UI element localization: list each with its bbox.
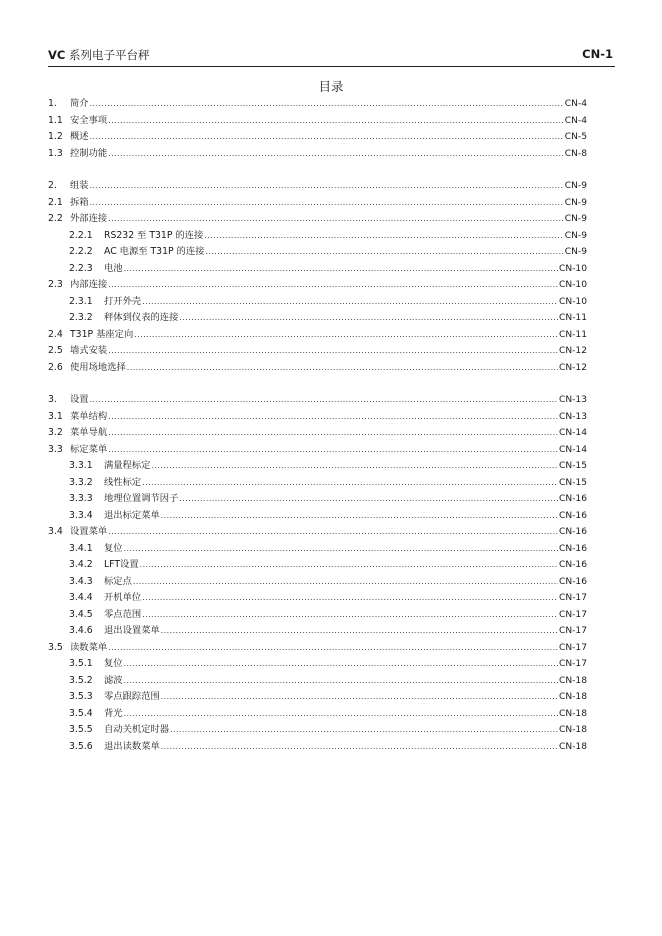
toc-entry-number: 3.3.2 bbox=[69, 476, 93, 488]
toc-entry[interactable] bbox=[48, 113, 587, 130]
toc-entry[interactable] bbox=[48, 491, 587, 508]
toc-entry[interactable] bbox=[48, 195, 587, 212]
toc-entry-number: 3.5.2 bbox=[69, 674, 93, 686]
toc-entry-title: T31P 基座定向 bbox=[70, 328, 134, 340]
toc-entry-title: 退出读数菜单 bbox=[104, 740, 160, 752]
toc-entry[interactable] bbox=[48, 673, 587, 690]
toc-entry-title: 打开外壳 bbox=[104, 295, 142, 307]
toc-entry-title: 滤波 bbox=[104, 674, 123, 686]
toc-entry-title: 菜单结构 bbox=[70, 410, 108, 422]
toc-entry-page: CN-14 bbox=[558, 428, 587, 438]
toc-entry[interactable] bbox=[48, 327, 587, 344]
toc-entry-page: CN-8 bbox=[564, 148, 587, 159]
toc-entry-title: 自动关机定时器 bbox=[104, 724, 170, 735]
toc-entry[interactable] bbox=[48, 129, 587, 146]
toc-dot-leader bbox=[140, 557, 558, 574]
toc-entry[interactable] bbox=[48, 722, 587, 739]
toc-entry-page: CN-10 bbox=[558, 263, 587, 274]
toc-entry-number: 3.5.3 bbox=[69, 691, 93, 702]
toc-entry-page: CN-17 bbox=[558, 626, 587, 636]
toc-dot-leader bbox=[161, 739, 558, 756]
toc-entry-title: 概述 bbox=[70, 131, 89, 142]
toc-entry-number: 2.2 bbox=[48, 213, 63, 224]
toc-entry-number: 2.1 bbox=[48, 196, 63, 208]
toc-dot-leader bbox=[108, 277, 558, 294]
toc-entry-title: 内部连接 bbox=[70, 279, 108, 290]
toc-dot-leader bbox=[142, 590, 558, 607]
toc-entry-page: CN-17 bbox=[558, 593, 587, 603]
toc-entry[interactable] bbox=[48, 458, 587, 475]
toc-entry-page: CN-18 bbox=[558, 725, 587, 735]
toc-entry-page: CN-11 bbox=[558, 313, 587, 323]
toc-entry-title: 秤体到仪表的连接 bbox=[104, 312, 179, 323]
toc-entry-title: 拆箱 bbox=[70, 196, 89, 208]
toc-entry-title: 开机单位 bbox=[104, 592, 142, 603]
toc-entry-title: 菜单导航 bbox=[70, 427, 108, 438]
toc-entry-number: 3. bbox=[48, 394, 57, 405]
table-of-contents bbox=[48, 96, 587, 755]
toc-entry-page: CN-11 bbox=[558, 329, 587, 340]
toc-entry[interactable] bbox=[48, 277, 587, 294]
toc-dot-leader bbox=[108, 425, 558, 442]
page-header bbox=[48, 44, 615, 67]
toc-dot-leader bbox=[152, 458, 558, 475]
toc-entry-title: 设置 bbox=[70, 394, 89, 405]
toc-entry-number: 3.3.4 bbox=[69, 509, 93, 521]
toc-dot-leader bbox=[204, 228, 563, 245]
toc-entry-page: CN-16 bbox=[558, 510, 587, 521]
toc-entry[interactable] bbox=[48, 244, 587, 261]
toc-entry-title: 安全事项 bbox=[70, 114, 108, 126]
toc-entry-number: 3.4 bbox=[48, 526, 63, 537]
toc-entry-page: CN-15 bbox=[558, 461, 587, 471]
toc-dot-leader bbox=[179, 491, 558, 508]
toc-entry-title: 读数菜单 bbox=[70, 641, 108, 653]
toc-entry[interactable] bbox=[48, 475, 587, 492]
toc-entry[interactable] bbox=[48, 96, 587, 113]
toc-entry-number: 2.2.1 bbox=[69, 229, 93, 241]
toc-entry[interactable] bbox=[48, 360, 587, 377]
toc-entry-number: 3.5.1 bbox=[69, 658, 93, 669]
toc-entry[interactable] bbox=[48, 640, 587, 657]
toc-entry-number: 2.5 bbox=[48, 345, 63, 356]
toc-entry-number: 2.3.1 bbox=[69, 295, 93, 307]
toc-entry-number: 3.4.5 bbox=[69, 608, 93, 620]
toc-entry-title: 复位 bbox=[104, 542, 123, 554]
toc-entry-number: 1. bbox=[48, 98, 57, 109]
toc-entry-title: 满量程标定 bbox=[104, 460, 151, 471]
toc-dot-leader bbox=[142, 607, 558, 624]
toc-entry[interactable] bbox=[48, 524, 587, 541]
toc-entry-page: CN-9 bbox=[564, 197, 587, 208]
toc-dot-leader bbox=[108, 409, 558, 426]
toc-dot-leader bbox=[142, 475, 558, 492]
toc-entry-page: CN-12 bbox=[558, 362, 587, 373]
toc-entry-title: 使用场地选择 bbox=[70, 361, 126, 373]
toc-dot-leader bbox=[124, 261, 558, 278]
toc-dot-leader bbox=[161, 689, 558, 706]
toc-entry-page: CN-9 bbox=[564, 181, 587, 191]
toc-entry-number: 2. bbox=[48, 180, 57, 191]
toc-entry-title: 退出设置菜单 bbox=[104, 625, 160, 636]
toc-dot-leader bbox=[108, 146, 564, 163]
toc-entry-page: CN-4 bbox=[564, 115, 587, 126]
toc-entry-title: 标定点 bbox=[104, 575, 132, 587]
toc-dot-leader bbox=[108, 113, 564, 130]
toc-entry-title: RS232 至 T31P 的连接 bbox=[104, 229, 204, 241]
toc-entry-number: 3.4.2 bbox=[69, 559, 93, 570]
toc-dot-leader bbox=[161, 508, 558, 525]
toc-entry-page: CN-15 bbox=[558, 477, 587, 488]
toc-entry[interactable] bbox=[48, 590, 587, 607]
toc-entry-page: CN-16 bbox=[558, 560, 587, 570]
toc-entry-page: CN-10 bbox=[558, 296, 587, 307]
toc-dot-leader bbox=[134, 327, 558, 344]
toc-entry-number: 2.6 bbox=[48, 361, 63, 373]
toc-entry-page: CN-9 bbox=[564, 247, 587, 257]
toc-dot-leader bbox=[108, 640, 558, 657]
toc-entry-title: 线性标定 bbox=[104, 476, 142, 488]
document-title-text: 系列电子平台秤 bbox=[65, 48, 150, 62]
toc-entry-title: 简介 bbox=[70, 98, 89, 109]
toc-entry[interactable] bbox=[48, 310, 587, 327]
toc-entry[interactable] bbox=[48, 442, 587, 459]
toc-dot-leader bbox=[90, 392, 558, 409]
toc-entry-title: 外部连接 bbox=[70, 213, 108, 224]
toc-dot-leader bbox=[127, 360, 558, 377]
toc-entry[interactable] bbox=[48, 392, 587, 409]
toc-entry-title: 标定菜单 bbox=[70, 443, 108, 455]
toc-dot-leader bbox=[90, 96, 564, 113]
toc-dot-leader bbox=[124, 541, 558, 558]
toc-entry-number: 2.4 bbox=[48, 328, 63, 340]
toc-dot-leader bbox=[108, 524, 558, 541]
toc-entry-page: CN-10 bbox=[558, 280, 587, 290]
toc-entry-page: CN-9 bbox=[564, 230, 587, 241]
toc-dot-leader bbox=[142, 294, 558, 311]
toc-entry[interactable] bbox=[48, 425, 587, 442]
toc-dot-leader bbox=[205, 244, 563, 261]
toc-entry-number: 3.3 bbox=[48, 443, 63, 455]
toc-entry-number: 1.1 bbox=[48, 114, 63, 126]
toc-entry-title: AC 电源至 T31P 的连接 bbox=[104, 246, 205, 257]
toc-entry-page: CN-16 bbox=[558, 576, 587, 587]
toc-entry-number: 2.2.3 bbox=[69, 262, 93, 274]
toc-entry-number: 3.4.4 bbox=[69, 592, 93, 603]
toc-entry-page: CN-18 bbox=[558, 692, 587, 702]
toc-entry[interactable] bbox=[48, 228, 587, 245]
toc-entry-number: 3.4.3 bbox=[69, 575, 93, 587]
toc-entry-page: CN-9 bbox=[564, 214, 587, 224]
toc-dot-leader bbox=[108, 343, 558, 360]
toc-entry-title: 复位 bbox=[104, 658, 123, 669]
toc-entry-title: 墙式安装 bbox=[70, 345, 108, 356]
toc-dot-leader bbox=[108, 211, 564, 228]
toc-entry-title: 背光 bbox=[104, 707, 123, 719]
toc-entry-number: 2.2.2 bbox=[69, 246, 93, 257]
toc-dot-leader bbox=[133, 574, 558, 591]
toc-entry-number: 3.5 bbox=[48, 641, 63, 653]
toc-entry-page: CN-14 bbox=[558, 444, 587, 455]
toc-entry-title: 电池 bbox=[104, 262, 123, 274]
toc-heading: 目录 bbox=[318, 79, 344, 94]
toc-entry-page: CN-18 bbox=[558, 741, 587, 752]
toc-entry[interactable] bbox=[48, 508, 587, 525]
toc-entry-number: 1.2 bbox=[48, 131, 63, 142]
toc-entry-number: 3.5.5 bbox=[69, 724, 93, 735]
toc-entry[interactable] bbox=[48, 574, 587, 591]
toc-entry-number: 3.5.6 bbox=[69, 740, 93, 752]
toc-dot-leader bbox=[124, 656, 558, 673]
toc-entry[interactable] bbox=[48, 656, 587, 673]
toc-entry[interactable] bbox=[48, 146, 587, 163]
toc-entry-page: CN-16 bbox=[558, 494, 587, 504]
toc-dot-leader bbox=[90, 129, 564, 146]
toc-dot-leader bbox=[108, 442, 558, 459]
toc-entry[interactable] bbox=[48, 739, 587, 756]
toc-entry[interactable] bbox=[48, 343, 587, 360]
toc-entry[interactable] bbox=[48, 409, 587, 426]
toc-entry[interactable] bbox=[48, 211, 587, 228]
toc-entry-page: CN-17 bbox=[558, 609, 587, 620]
toc-entry-number: 2.3.2 bbox=[69, 312, 93, 323]
toc-entry-page: CN-4 bbox=[564, 99, 587, 109]
toc-entry-page: CN-17 bbox=[558, 659, 587, 669]
toc-dot-leader bbox=[170, 722, 558, 739]
page-number: CN-1 bbox=[582, 47, 613, 61]
toc-entry-title: 设置菜单 bbox=[70, 526, 108, 537]
toc-entry-page: CN-17 bbox=[558, 642, 587, 653]
toc-dot-leader bbox=[90, 195, 564, 212]
toc-entry-title: 组装 bbox=[70, 180, 89, 191]
toc-entry-number: 3.2 bbox=[48, 427, 63, 438]
toc-entry-title: 零点范围 bbox=[104, 608, 142, 620]
toc-entry-number: 1.3 bbox=[48, 147, 63, 159]
toc-entry-number: 3.3.3 bbox=[69, 493, 93, 504]
toc-entry-page: CN-16 bbox=[558, 543, 587, 554]
toc-entry-page: CN-12 bbox=[558, 346, 587, 356]
toc-entry-page: CN-18 bbox=[558, 675, 587, 686]
document-title-model: VC bbox=[48, 48, 66, 62]
toc-entry[interactable] bbox=[48, 689, 587, 706]
document-title bbox=[48, 47, 150, 63]
toc-dot-leader bbox=[179, 310, 558, 327]
toc-dot-leader bbox=[90, 178, 564, 195]
toc-entry-title: 退出标定菜单 bbox=[104, 509, 160, 521]
toc-entry-page: CN-16 bbox=[558, 527, 587, 537]
toc-entry[interactable] bbox=[48, 541, 587, 558]
toc-entry-page: CN-5 bbox=[564, 132, 587, 142]
toc-entry-title: 控制功能 bbox=[70, 147, 108, 159]
toc-dot-leader bbox=[124, 673, 558, 690]
toc-entry-title: 零点跟踪范围 bbox=[104, 691, 160, 702]
toc-entry-title: LFT设置 bbox=[104, 559, 139, 570]
toc-entry[interactable] bbox=[48, 623, 587, 640]
toc-entry-number: 3.1 bbox=[48, 410, 63, 422]
toc-entry[interactable] bbox=[48, 261, 587, 278]
toc-entry[interactable] bbox=[48, 607, 587, 624]
toc-entry-number: 3.4.1 bbox=[69, 542, 93, 554]
toc-dot-leader bbox=[161, 623, 558, 640]
toc-entry[interactable] bbox=[48, 294, 587, 311]
toc-entry[interactable] bbox=[48, 706, 587, 723]
toc-entry[interactable] bbox=[48, 557, 587, 574]
toc-entry-number: 3.5.4 bbox=[69, 707, 93, 719]
toc-entry-number: 3.4.6 bbox=[69, 625, 93, 636]
toc-entry[interactable] bbox=[48, 178, 587, 195]
toc-entry-title: 地理位置调节因子 bbox=[104, 493, 179, 504]
toc-entry-number: 2.3 bbox=[48, 279, 63, 290]
toc-entry-page: CN-13 bbox=[558, 411, 587, 422]
toc-entry-number: 3.3.1 bbox=[69, 460, 93, 471]
toc-entry-page: CN-18 bbox=[558, 708, 587, 719]
toc-entry-page: CN-13 bbox=[558, 395, 587, 405]
toc-dot-leader bbox=[124, 706, 558, 723]
